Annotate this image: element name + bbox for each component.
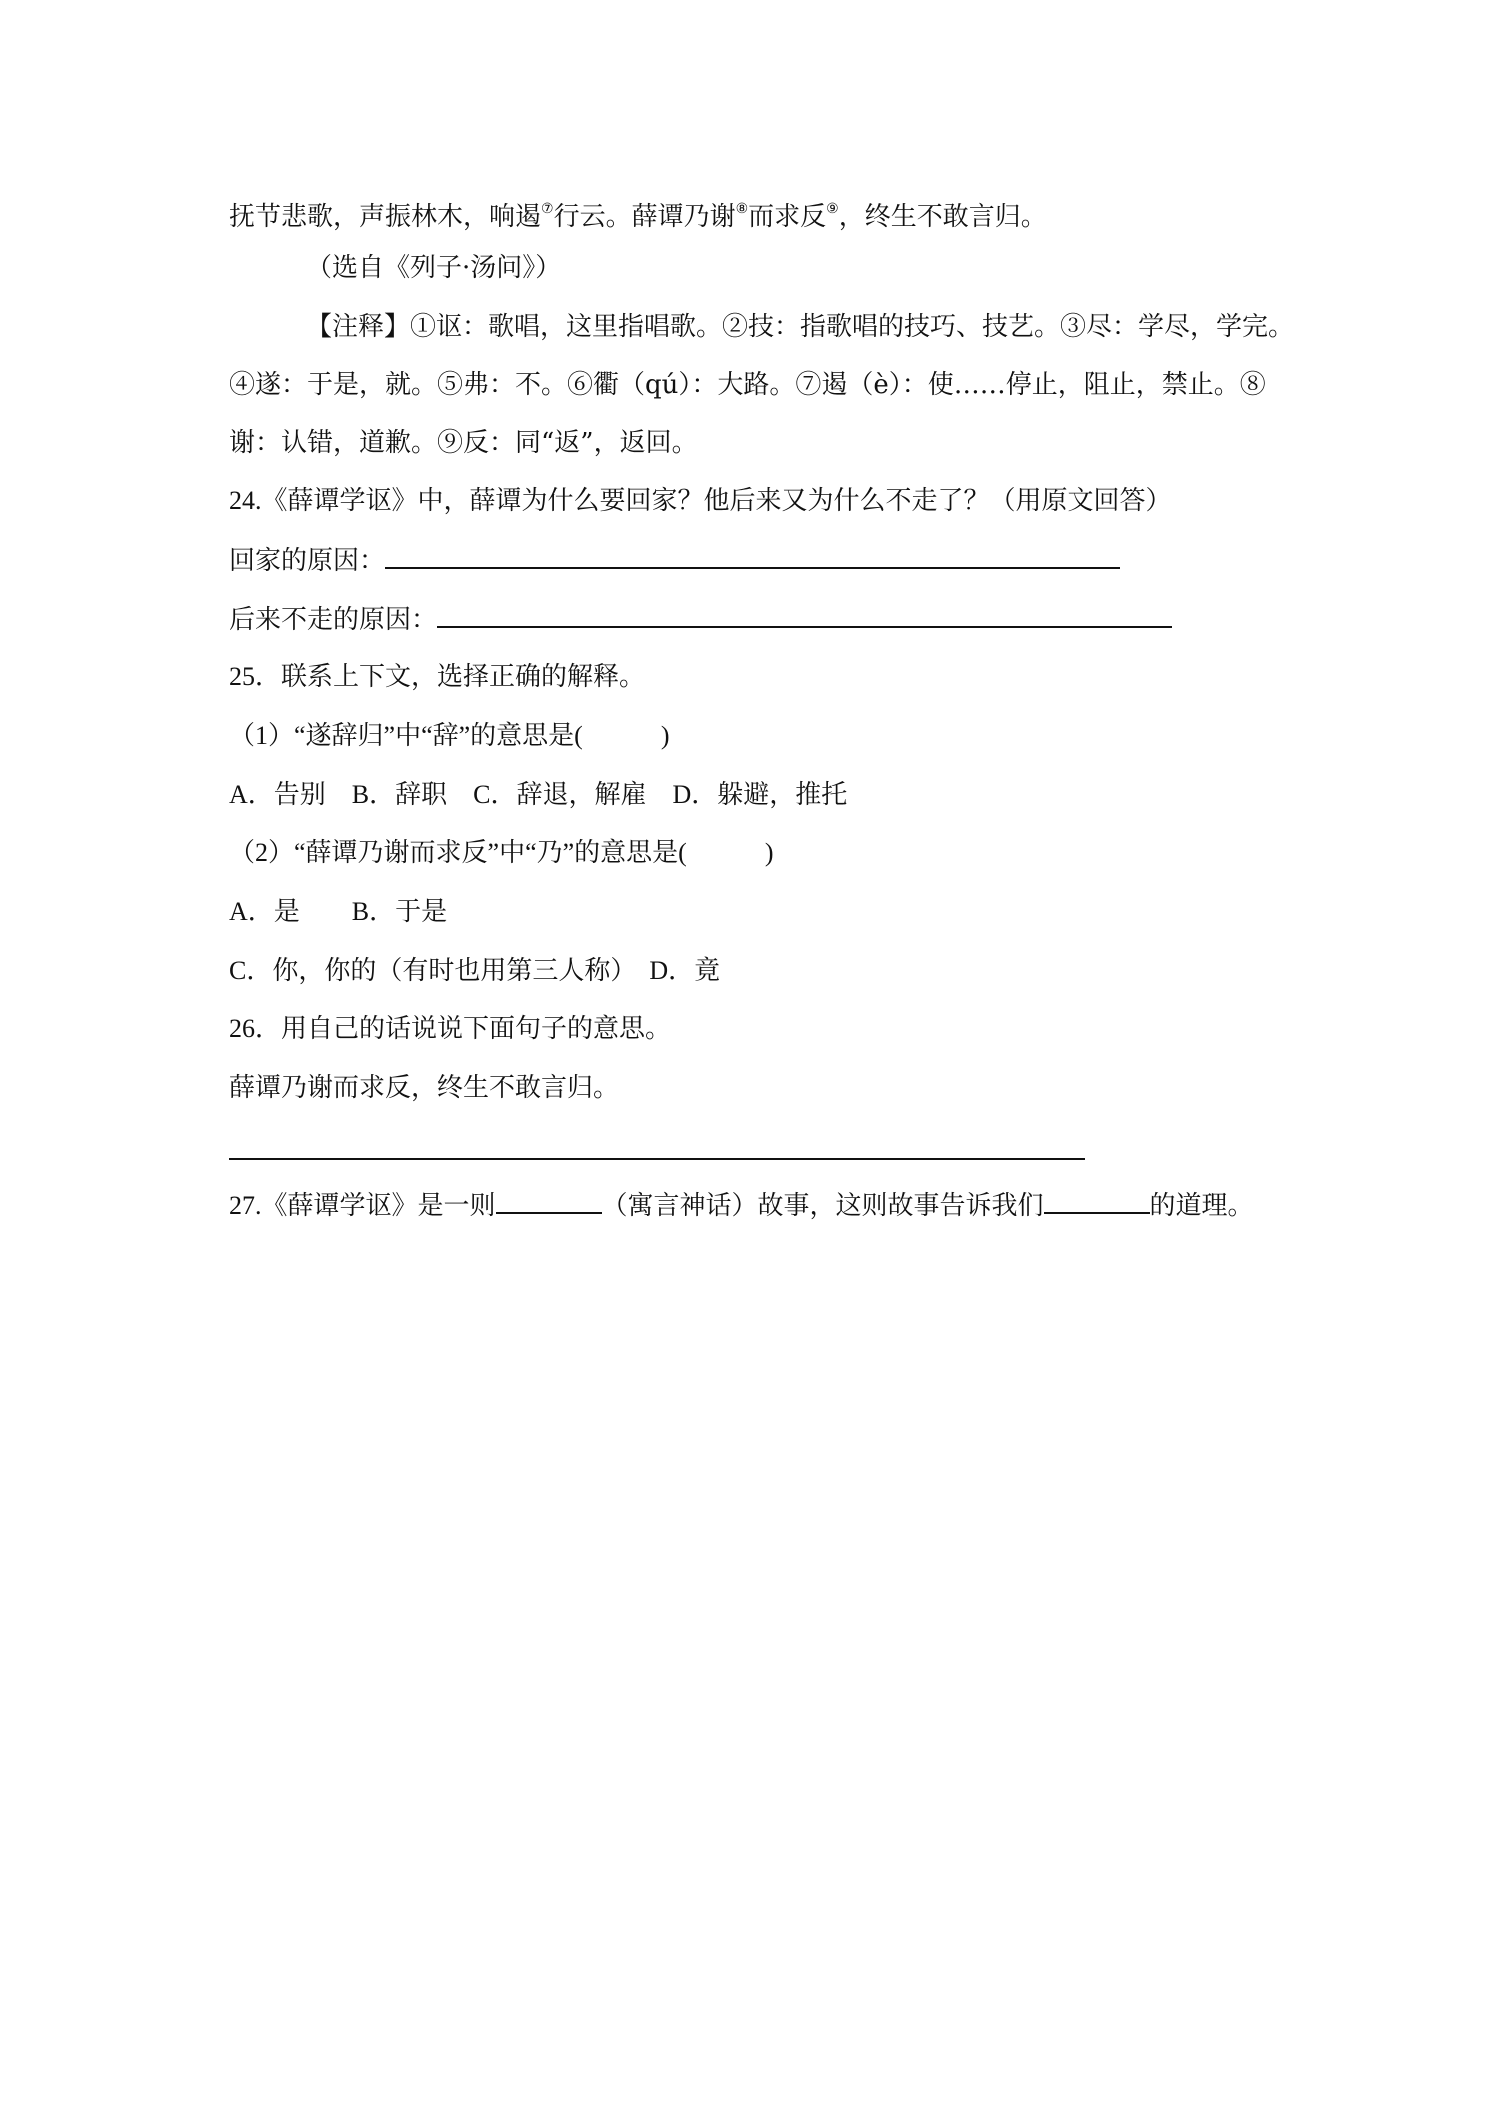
passage-text: ，终生不敢言归。 xyxy=(838,202,1047,232)
passage-text: 行云。薛谭乃谢 xyxy=(553,202,736,232)
question-26-sentence: 薛谭乃谢而求反，终生不敢言归。 xyxy=(229,1073,620,1103)
answer-blank[interactable] xyxy=(496,1188,602,1214)
question-26: 26．用自己的话说说下面句子的意思。 xyxy=(229,1014,672,1043)
note-marker: ⑨ xyxy=(826,201,839,217)
question-text: 27.《薛谭学讴》是一则 xyxy=(229,1191,496,1220)
answer-blank[interactable] xyxy=(385,543,1120,569)
note-marker: ⑧ xyxy=(735,201,749,217)
question-25: 25．联系上下文，选择正确的解释。 xyxy=(229,662,646,691)
passage-source: （选自《列子·汤问》） xyxy=(306,253,562,283)
question-27 xyxy=(229,1188,1254,1223)
notes-line-3: 谢：认错，道歉。⑨反：同“返”，返回。 xyxy=(229,428,698,458)
answer-label: 回家的原因： xyxy=(229,546,386,576)
answer-blank[interactable] xyxy=(437,602,1172,628)
question-24: 24.《薛谭学讴》中，薛谭为什么要回家？他后来又为什么不走了？（用原文回答） xyxy=(229,486,1172,515)
answer-line-reason-home xyxy=(229,543,1120,578)
notes-line-2: ④遂：于是，就。⑤弗：不。⑥衢（qú）：大路。⑦遏（è）：使……停止，阻止，禁止。⑧ xyxy=(229,370,1266,400)
passage-text: 而求反 xyxy=(748,202,827,232)
answer-line-reason-stay xyxy=(229,602,1172,637)
question-text: 的道理。 xyxy=(1149,1191,1254,1220)
answer-blank[interactable] xyxy=(229,1158,1085,1160)
question-25-sub-1-options: A．告别 B．辞职 C．辞退，解雇 D．躲避，推托 xyxy=(229,780,848,809)
answer-label: 后来不走的原因： xyxy=(229,605,438,635)
passage-text: 抚节悲歌，声振林木，响遏 xyxy=(229,202,542,232)
notes-line-1: 【注释】①讴：歌唱，这里指唱歌。②技：指歌唱的技巧、技艺。③尽：学尽，学完。 xyxy=(306,312,1295,342)
question-25-sub-2: （2）“薛谭乃谢而求反”中“乃”的意思是( ) xyxy=(229,838,774,867)
question-text: （寓言神话）故事，这则故事告诉我们 xyxy=(601,1191,1044,1220)
answer-blank[interactable] xyxy=(1044,1188,1150,1214)
passage-line-1 xyxy=(229,192,1047,234)
question-25-sub-2-options-a: A．是 B．于是 xyxy=(229,897,448,926)
question-25-sub-1: （1）“遂辞归”中“辞”的意思是( ) xyxy=(229,721,670,750)
question-25-sub-2-options-b: C．你，你的（有时也用第三人称） D．竟 xyxy=(229,956,721,985)
note-marker: ⑦ xyxy=(541,201,554,217)
